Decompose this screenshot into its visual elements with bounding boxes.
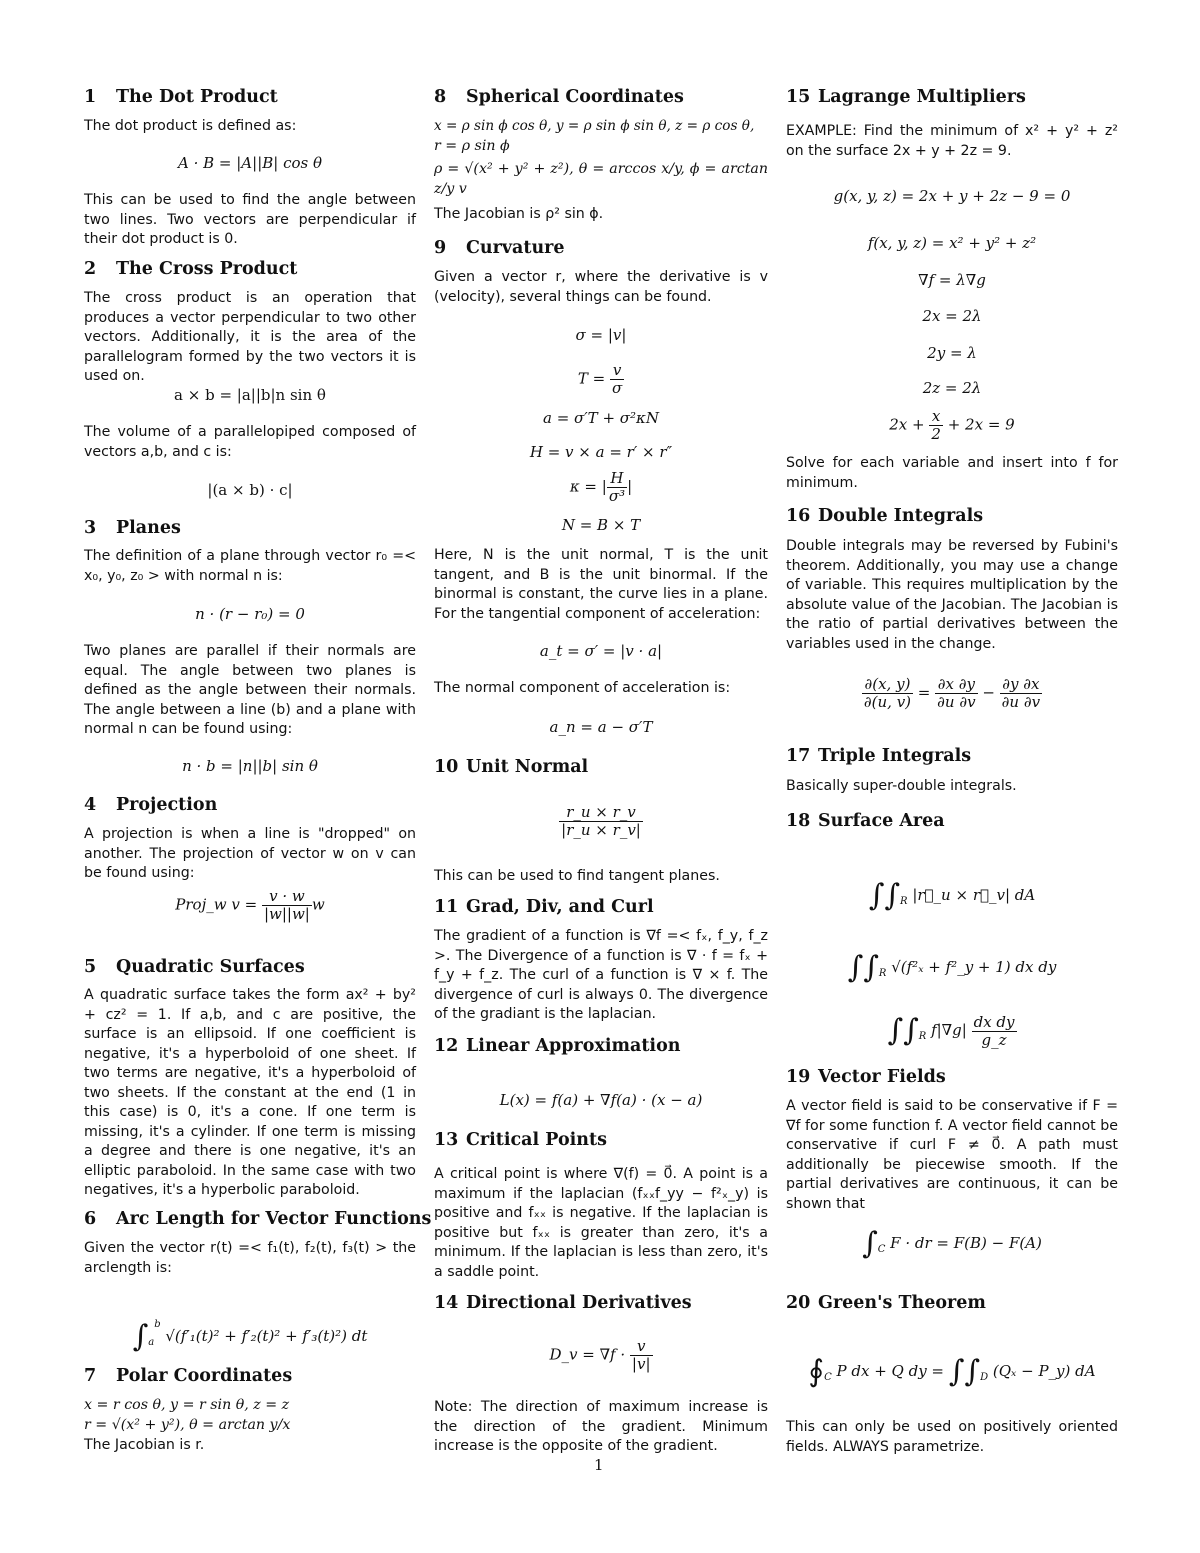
paragraph: Given the vector r(t) =< f₁(t), f₂(t), f₃(t) > the arclength is: xyxy=(84,1240,416,1276)
equation: Proj_w v = $\frac{v \cdot w}{|w||w|}$ w xyxy=(175,887,325,923)
equation-line: x = ρ sin ϕ cos θ, y = ρ sin ϕ sin θ, z = ρ cos θ, xyxy=(434,118,755,134)
equation: L(x) = f(a) + ∇f(a) · (x − a) xyxy=(499,1091,703,1109)
equation: f(x, y, z) = x² + y² + z² xyxy=(867,234,1037,252)
section-heading: 11 Grad, Div, and Curl xyxy=(434,897,654,917)
section-heading: 4 Projection xyxy=(84,795,218,815)
equation: $\int\int_R$ f|∇g| $\frac{\text{dx dy}}{g\_z}$ xyxy=(887,1012,1015,1049)
equation: a × b = |a||b|n sin θ xyxy=(174,386,326,404)
paragraph: EXAMPLE: Find the minimum of x² + y² + z² on the surface 2x + y + 2z = 9. xyxy=(786,123,1118,159)
equation: 2x + $\frac{x}{2}$ + 2x = 9 xyxy=(889,407,1015,443)
equation: $\int\int_R$ √(f²ₓ + f²_y + 1) dx dy xyxy=(847,950,1057,985)
section-heading: 2 The Cross Product xyxy=(84,259,298,279)
paragraph: Basically super-double integrals. xyxy=(786,778,1017,794)
equation-line: r = ρ sin ϕ xyxy=(434,138,510,154)
paragraph: Double integrals may be reversed by Fubini's theorem. Additionally, you may use a change of variable. This requires multiplication by the absolute value of the Jacobian. The Jacobian is the ratio of partial derivatives between the variables used in the change. xyxy=(786,538,1118,652)
paragraph: The Jacobian is ρ² sin ϕ. xyxy=(434,206,604,222)
equation: n · b = |n||b| sin θ xyxy=(182,757,318,775)
equation-line: ρ = √(x² + y² + z²), θ = arccos x/y, ϕ = arctan z/y v xyxy=(434,161,768,197)
equation: T = $\frac{v}{\sigma}$ xyxy=(577,361,623,397)
section-heading: 8 Spherical Coordinates xyxy=(434,87,684,107)
paragraph: The volume of a parallelopiped composed of vectors a,b, and c is: xyxy=(84,424,416,460)
paragraph: This can be used to find tangent planes. xyxy=(434,868,720,884)
paragraph: The definition of a plane through vector r₀ =< x₀, y₀, z₀ > with normal n is: xyxy=(84,548,416,584)
equation: N = B × T xyxy=(561,516,641,534)
section-heading: 15 Lagrange Multipliers xyxy=(786,87,1026,107)
equation: $∮_C$ P dx + Q dy = $\int\int_D$ (Qₓ − P_y) dA xyxy=(808,1354,1096,1389)
equation: D_v = ∇f · $\frac{v}{|v|}$ xyxy=(549,1337,651,1373)
equation: a_t = σ′ = |v · a| xyxy=(539,642,663,660)
section-heading: 9 Curvature xyxy=(434,238,565,258)
equation: A · B = |A||B| cos θ xyxy=(177,154,323,172)
section-heading: 6 Arc Length for Vector Functions xyxy=(84,1209,432,1229)
equation: $\int_a^b$ √(f′₁(t)² + f′₂(t)² + f′₃(t)²) dt xyxy=(132,1319,368,1354)
equation: κ = | $\frac{H}{\text{σ³}}$ | xyxy=(569,469,633,505)
paragraph: This can be used to find the angle between two lines. Two vectors are perpendicular if their dot product is 0. xyxy=(84,192,416,247)
equation-line: x = r cos θ, y = r sin θ, z = z xyxy=(84,1397,290,1413)
paragraph: The dot product is defined as: xyxy=(84,118,297,134)
equation: 2x = 2λ xyxy=(922,307,982,325)
paragraph: Solve for each variable and insert into f for minimum. xyxy=(786,455,1118,491)
section-heading: 5 Quadratic Surfaces xyxy=(84,957,305,977)
equation: $\int\int_R$ |r⃗_u × r⃗_v| dA xyxy=(868,878,1036,913)
section-heading: 18 Surface Area xyxy=(786,811,945,831)
paragraph: Two planes are parallel if their normals are equal. The angle between two planes is defined as the angle between their normals. The angle between a line (b) and a plane with normal n can be found using: xyxy=(84,643,416,737)
section-heading: 14 Directional Derivatives xyxy=(434,1293,692,1313)
paragraph: A vector field is said to be conservative if F = ∇f for some function f. A vector field cannot be conservative if curl F ≠ 0⃗. A path must additionally be piecewise smooth. If the partial derivatives are continuous, it can be shown that xyxy=(786,1098,1118,1212)
equation: $\frac{\partial(x, y)}{\partial(u, v)}$ = $\frac{\partial x \partial y}{\partial u \partial v}$ − $\frac{\partial y \partial x}{\partial u \partial v}$ xyxy=(863,675,1041,711)
paragraph: A quadratic surface takes the form ax² + by² + cz² = 1. If a,b, and c are positive, the surface is an ellipsoid. If one coefficient is negative, it's a hyperboloid of one sheet. If two terms are negative, it's a hyperboloid of two sheets. If the constant at the end (1 in this case) is 0, it's a cone. If one term is missing, it's a cylinder. If one term is missing a degree and there is one negative, it's an elliptic paraboloid. In the same case with two negatives, it's a hyperbolic paraboloid. xyxy=(84,987,416,1198)
paragraph: The normal component of acceleration is: xyxy=(434,680,731,696)
section-heading: 16 Double Integrals xyxy=(786,506,984,526)
paragraph: The Jacobian is r. xyxy=(84,1437,205,1453)
equation: |(a × b) · c| xyxy=(207,481,293,499)
section-heading: 10 Unit Normal xyxy=(434,757,589,777)
equation: $\frac{r\_u \times r\_v}{|r\_u \times r\_v|}$ xyxy=(561,803,641,839)
paragraph: The cross product is an operation that produces a vector perpendicular to two other vectors. Additionally, it is the area of the parallelogram formed by the two vectors it is used on. xyxy=(84,290,416,384)
section-heading: 7 Polar Coordinates xyxy=(84,1366,293,1386)
section-heading: 13 Critical Points xyxy=(434,1130,607,1150)
equation: a_n = a − σ′T xyxy=(549,718,653,736)
section-heading: 20 Green's Theorem xyxy=(786,1293,986,1313)
equation: $\int_C$ F · dr = F(B) − F(A) xyxy=(862,1226,1042,1261)
equation-line: r = √(x² + y²), θ = arctan y/x xyxy=(84,1417,291,1433)
equation: 2z = 2λ xyxy=(922,379,982,397)
paragraph: Given a vector r, where the derivative is v (velocity), several things can be found. xyxy=(434,269,768,305)
paragraph: This can only be used on positively oriented fields. ALWAYS parametrize. xyxy=(786,1419,1118,1455)
equation: 2y = λ xyxy=(927,344,977,362)
section-heading: 17 Triple Integrals xyxy=(786,746,972,766)
section-heading: 1 The Dot Product xyxy=(84,87,278,107)
paragraph: A projection is when a line is "dropped" on another. The projection of vector w on v can be found using: xyxy=(84,826,416,881)
paragraph: A critical point is where ∇(f) = 0⃗. A point is a maximum if the laplacian (fₓₓf_yy − f²ₓ_y) is positive and fₓₓ is negative. If the laplacian is positive but fₓₓ is greater than zero, it's a minimum. If the laplacian is less than zero, it's a saddle point. xyxy=(434,1166,768,1280)
paragraph: Here, N is the unit normal, T is the unit tangent, and B is the unit binormal. If the binormal is constant, the curve lies in a plane. For the tangential component of acceleration: xyxy=(434,547,768,622)
equation: n · (r − r₀) = 0 xyxy=(195,605,305,623)
equation: σ = |v| xyxy=(575,326,627,344)
section-heading: 3 Planes xyxy=(84,518,181,538)
equation: ∇f = λ∇g xyxy=(918,271,986,289)
paragraph: Note: The direction of maximum increase is the direction of the gradient. Minimum increase is the opposite of the gradient. xyxy=(434,1399,768,1454)
section-heading: 19 Vector Fields xyxy=(786,1067,946,1087)
section-heading: 12 Linear Approximation xyxy=(434,1036,681,1056)
paragraph: The gradient of a function is ∇f =< fₓ, f_y, f_z >. The Divergence of a function is ∇ · f = fₓ + f_y + f_z. The curl of a function is ∇ × f. The divergence of curl is always 0. The divergence of the gradiant is the laplacian. xyxy=(434,928,768,1022)
page-number: 1 xyxy=(594,1456,604,1474)
equation: H = v × a = r′ × r″ xyxy=(529,443,673,461)
equation: g(x, y, z) = 2x + y + 2z − 9 = 0 xyxy=(833,187,1071,205)
equation: a = σ′T + σ²κN xyxy=(542,409,659,427)
